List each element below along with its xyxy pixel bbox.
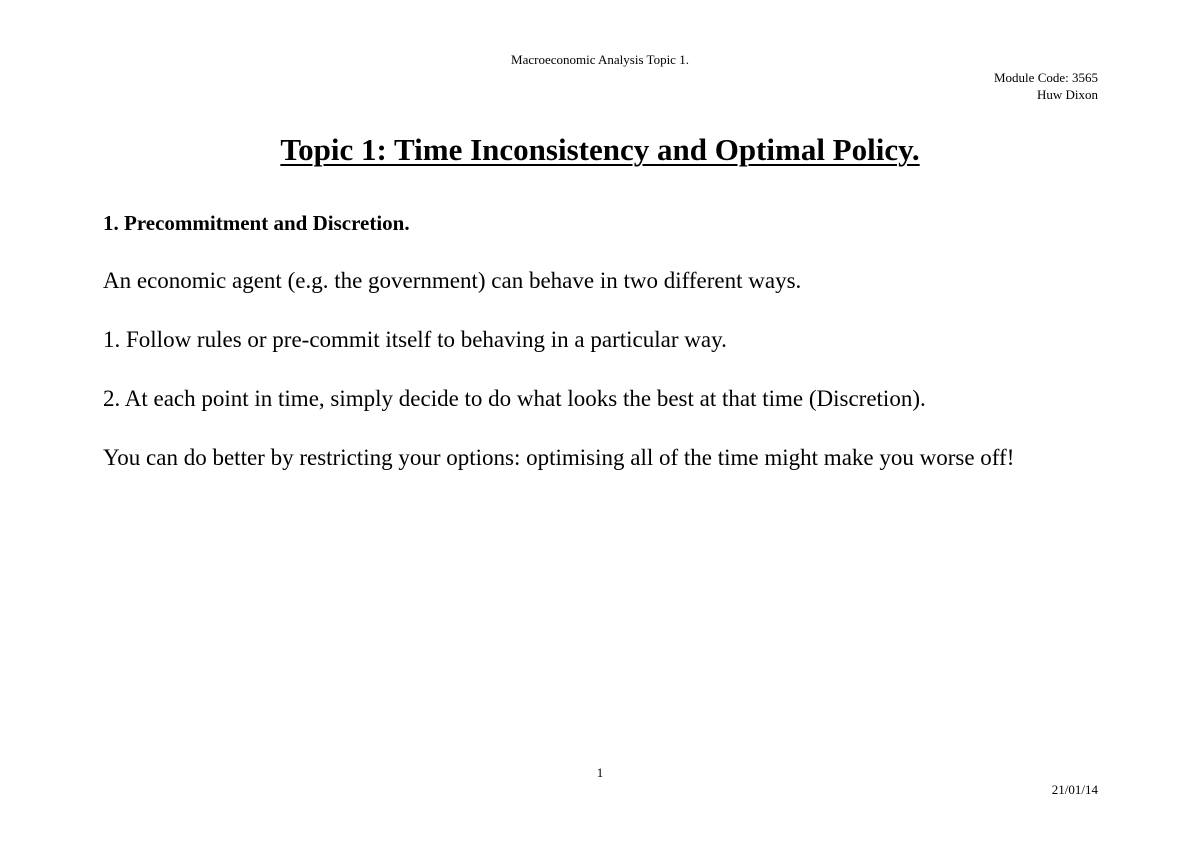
header-meta (994, 69, 1098, 103)
paragraph-conclusion: You can do better by restricting your options: optimising all of the time might make you worse off! (103, 445, 1015, 470)
page-number: 1 (596, 765, 604, 780)
paragraph-rules: 1. Follow rules or pre-commit itself to behaving in a particular way. (103, 327, 727, 352)
page-title: Topic 1: Time Inconsistency and Optimal Policy. (280, 132, 920, 167)
paragraph-discretion: 2. At each point in time, simply decide to do what looks the best at that time (Discretion). (103, 386, 926, 411)
footer-date: 21/01/14 (1051, 782, 1098, 797)
author-name: Huw Dixon (1036, 87, 1098, 102)
module-code: Module Code: 3565 (994, 70, 1098, 85)
main-content (103, 209, 1093, 503)
section-heading: 1. Precommitment and Discretion. (103, 211, 410, 235)
running-header: Macroeconomic Analysis Topic 1. (511, 52, 689, 67)
paragraph-intro: An economic agent (e.g. the government) can behave in two different ways. (103, 268, 802, 293)
